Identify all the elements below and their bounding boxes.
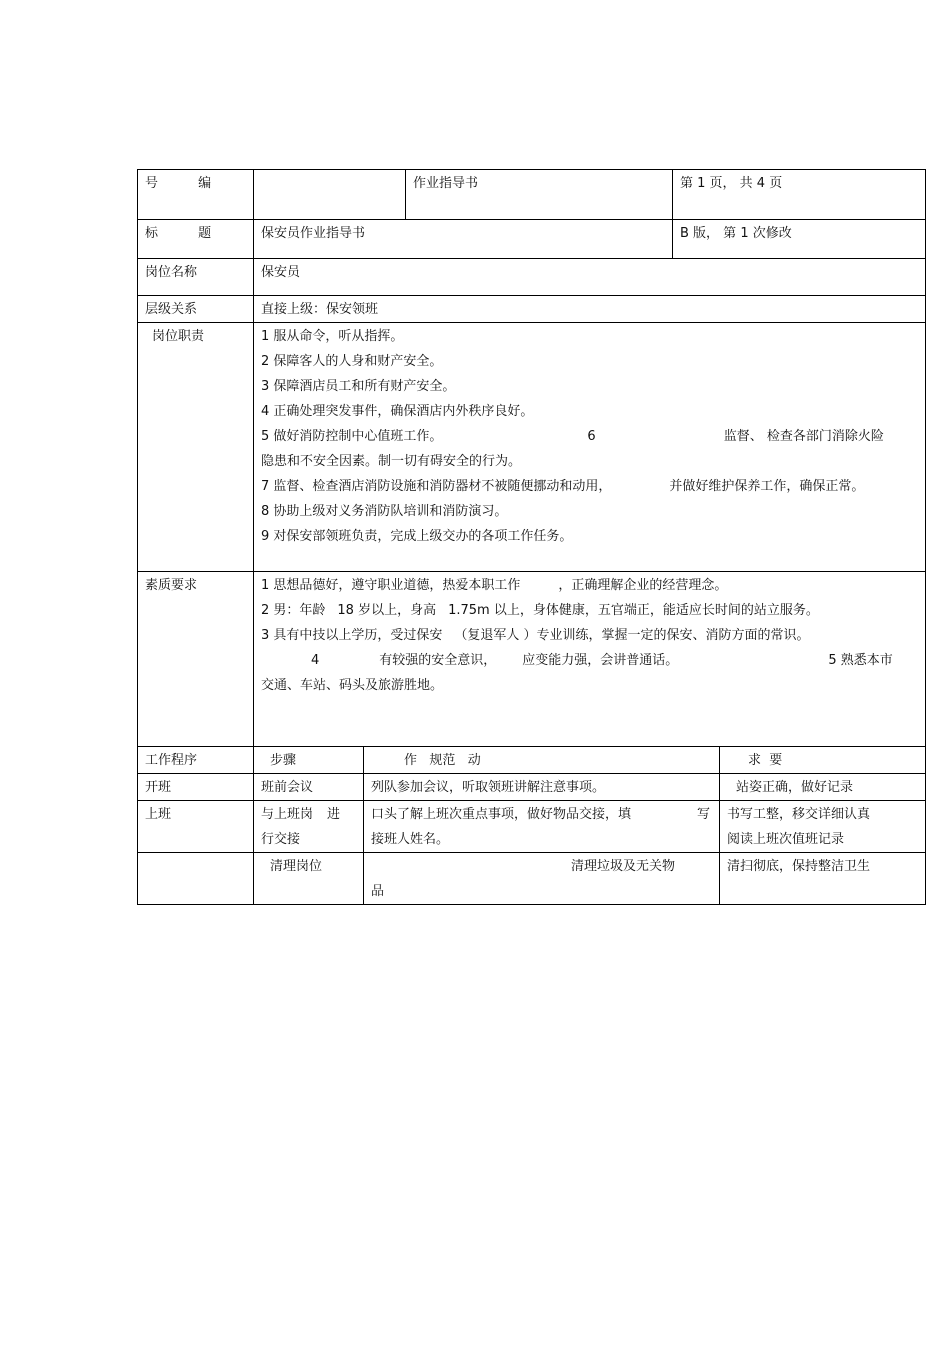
title-value: 保安员作业指导书 bbox=[254, 220, 673, 259]
level-label: 层级关系 bbox=[138, 296, 254, 323]
quality-label: 素质要求 bbox=[138, 572, 254, 747]
duty-line-5: 5 做好消防控制中心值班工作。 6 监督、 检查各部门消除火险 bbox=[261, 429, 884, 444]
procedure-step: 班前会议 bbox=[254, 774, 364, 801]
procedure-row bbox=[138, 801, 926, 853]
quality-line-3: 3 具有中技以上学历，受过保安 （复退军人 ）专业训练，掌握一定的保安、消防方面的常识。 bbox=[261, 628, 810, 643]
procedure-header-requirement: 求 要 bbox=[720, 747, 926, 774]
duty-line-6: 隐患和不安全因素。制一切有碍安全的行为。 bbox=[261, 454, 522, 469]
header-row-title bbox=[138, 220, 926, 259]
quality-content bbox=[254, 572, 926, 747]
quality-row bbox=[138, 572, 926, 747]
post-name-value: 保安员 bbox=[254, 259, 926, 296]
procedure-step: 与上班岗 进 行交接 bbox=[254, 801, 364, 853]
procedure-header-row bbox=[138, 747, 926, 774]
duty-line-3: 3 保障酒店员工和所有财产安全。 bbox=[261, 379, 456, 394]
procedure-step: 清理岗位 bbox=[254, 853, 364, 905]
duty-line-2: 2 保障客人的人身和财产安全。 bbox=[261, 354, 443, 369]
duty-line-8: 8 协助上级对义务消防队培训和消防演习。 bbox=[261, 504, 508, 519]
procedure-row bbox=[138, 853, 926, 905]
header-row-number bbox=[138, 170, 926, 220]
procedure-action: 清理垃圾及无关物 品 bbox=[364, 853, 720, 905]
number-label: 号 编 bbox=[138, 170, 254, 220]
duties-row bbox=[138, 323, 926, 572]
procedure-row bbox=[138, 774, 926, 801]
procedure-action: 口头了解上班次重点事项，做好物品交接，填 写 接班人姓名。 bbox=[364, 801, 720, 853]
procedure-requirement: 清扫彻底，保持整洁卫生 bbox=[720, 853, 926, 905]
procedure-requirement: 书写工整，移交详细认真 阅读上班次值班记录 bbox=[720, 801, 926, 853]
procedure-stage: 上班 bbox=[138, 801, 254, 853]
procedure-requirement: 站姿正确，做好记录 bbox=[720, 774, 926, 801]
title-label: 标 题 bbox=[138, 220, 254, 259]
procedure-stage: 开班 bbox=[138, 774, 254, 801]
level-row bbox=[138, 296, 926, 323]
version-info: B 版， 第 1 次修改 bbox=[673, 220, 926, 259]
doc-type: 作业指导书 bbox=[406, 170, 673, 220]
quality-line-5: 交通、车站、码头及旅游胜地。 bbox=[261, 678, 444, 693]
page-info: 第 1 页， 共 4 页 bbox=[673, 170, 926, 220]
procedure-header-stage: 工作程序 bbox=[138, 747, 254, 774]
procedure-action: 列队参加会议，听取领班讲解注意事项。 bbox=[364, 774, 720, 801]
post-name-row bbox=[138, 259, 926, 296]
procedure-stage bbox=[138, 853, 254, 905]
procedure-header-action: 作 规范 动 bbox=[364, 747, 720, 774]
duty-line-4: 4 正确处理突发事件，确保酒店内外秩序良好。 bbox=[261, 404, 534, 419]
duty-line-9: 9 对保安部领班负责，完成上级交办的各项工作任务。 bbox=[261, 529, 573, 544]
quality-line-2: 2 男：年龄 18 岁以上，身高 1.75m 以上，身体健康，五官端正，能适应长时间的站立服务。 bbox=[261, 603, 819, 618]
duty-line-7: 7 监督、检查酒店消防设施和消防器材不被随便挪动和动用， 并做好维护保养工作，确保正常。 bbox=[261, 479, 865, 494]
duties-label: 岗位职责 bbox=[138, 323, 254, 572]
work-instruction-table bbox=[137, 169, 926, 905]
quality-line-4: 4 有较强的安全意识， 应变能力强，会讲普通话。 5 熟悉本市 bbox=[311, 653, 893, 668]
duty-line-1: 1 服从命令，听从指挥。 bbox=[261, 329, 404, 344]
quality-line-1: 1 思想品德好，遵守职业道德，热爱本职工作 ，正确理解企业的经营理念。 bbox=[261, 578, 728, 593]
level-value: 直接上级：保安领班 bbox=[254, 296, 926, 323]
duties-content bbox=[254, 323, 926, 572]
number-value bbox=[254, 170, 406, 220]
procedure-header-step: 步骤 bbox=[254, 747, 364, 774]
post-name-label: 岗位名称 bbox=[138, 259, 254, 296]
